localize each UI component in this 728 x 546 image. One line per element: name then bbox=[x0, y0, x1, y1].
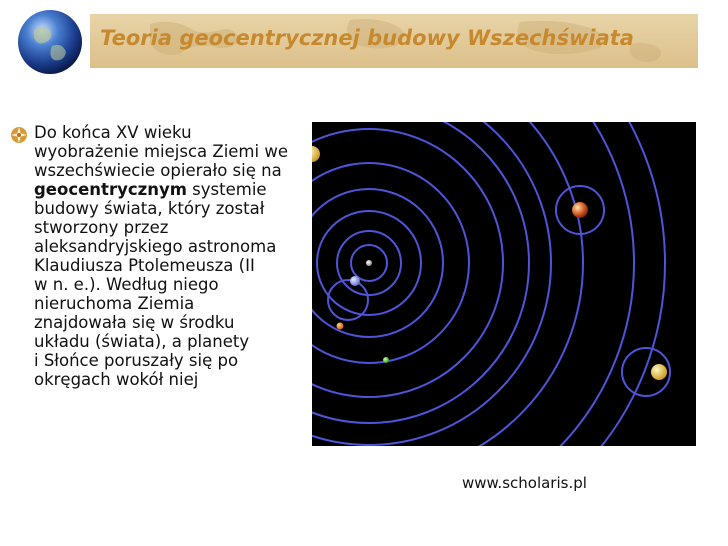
body-line: w n. e.). Według niego bbox=[34, 275, 219, 294]
body-line-rest: systemie bbox=[186, 180, 267, 199]
body-line: znajdowała się w środku bbox=[34, 313, 235, 332]
geocentric-model-illustration bbox=[312, 122, 696, 446]
body-line: budowy świata, który został bbox=[34, 199, 265, 218]
body-line: i Słońce poruszały się po bbox=[34, 351, 239, 370]
body-line: wszechświecie opierało się na bbox=[34, 161, 282, 180]
body-line: układu (świata), a planety bbox=[34, 332, 250, 351]
planet-orange bbox=[337, 323, 344, 330]
bold-term: geocentrycznym bbox=[34, 180, 187, 199]
orbit-diagram bbox=[312, 122, 696, 446]
concentric-orbits bbox=[312, 122, 670, 446]
body-line: nieruchoma Ziemia bbox=[34, 294, 195, 313]
body-paragraph bbox=[34, 123, 309, 389]
body-line: stworzony przez bbox=[34, 218, 169, 237]
planet-blue bbox=[350, 276, 360, 286]
body-line: wyobrażenie miejsca Ziemi we bbox=[34, 142, 288, 161]
planet-yellow bbox=[651, 364, 667, 380]
planet-red bbox=[572, 202, 588, 218]
body-line: okręgach wokół niej bbox=[34, 370, 199, 389]
planet-green bbox=[383, 357, 389, 363]
body-line: Klaudiusza Ptolemeusza (II bbox=[34, 256, 255, 275]
globe-icon bbox=[16, 8, 84, 76]
earth-center bbox=[366, 260, 372, 266]
sun bbox=[312, 146, 320, 162]
body-line: Do końca XV wieku bbox=[34, 123, 192, 142]
compass-bullet-icon bbox=[10, 126, 28, 144]
body-line: aleksandryjskiego astronoma bbox=[34, 237, 277, 256]
body-line bbox=[34, 180, 309, 199]
slide-title: Teoria geocentrycznej budowy Wszechświata bbox=[100, 26, 634, 50]
footer-url: www.scholaris.pl bbox=[462, 474, 587, 492]
